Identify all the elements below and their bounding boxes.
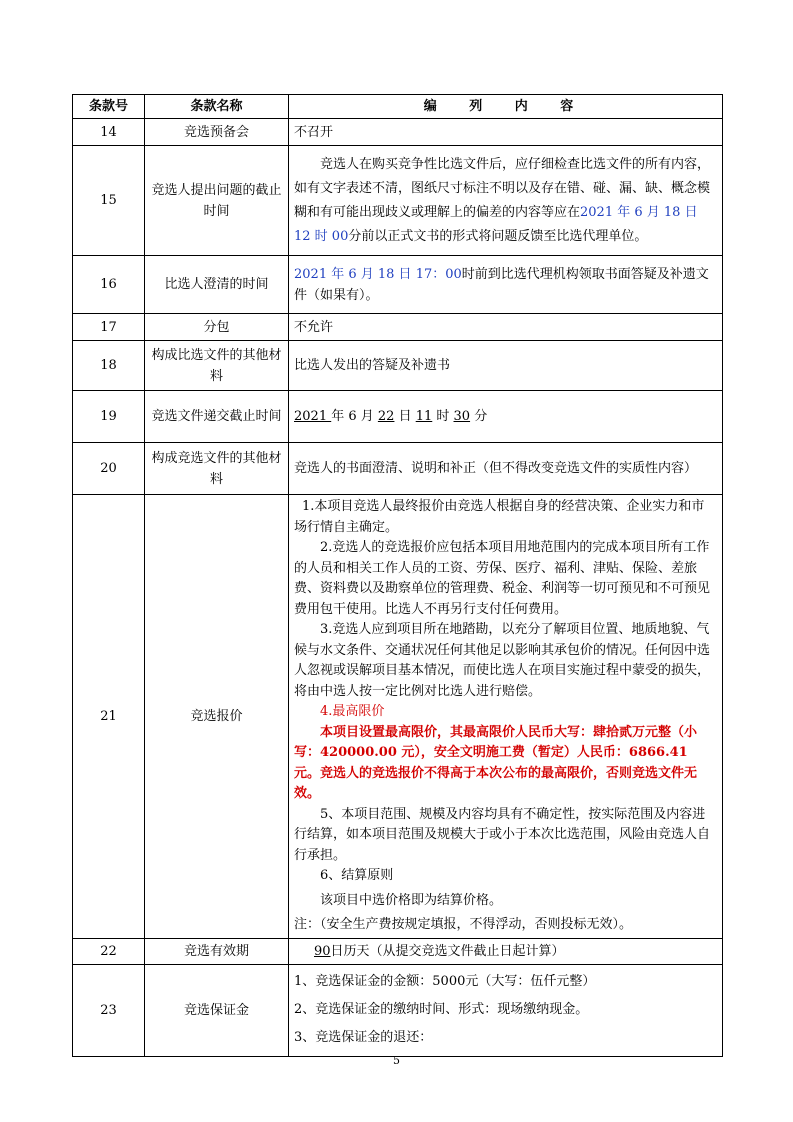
table-row xyxy=(73,146,723,256)
clause-no: 23 xyxy=(73,964,145,1056)
header-clause-name: 条款名称 xyxy=(145,95,289,119)
clause-no: 21 xyxy=(73,495,145,939)
terms-table xyxy=(72,94,723,1057)
clause-name: 竞选保证金 xyxy=(145,964,289,1056)
deadline-year: 2021 xyxy=(294,409,332,424)
deposit-line: 2、竞选保证金的缴纳时间、形式：现场缴纳现金。 xyxy=(294,1002,589,1017)
deadline-minute: 30 xyxy=(453,409,471,424)
table-row xyxy=(73,391,723,443)
deadline-text: 日 xyxy=(394,409,416,424)
clause-text: 时前到比选代理机构领取书面答疑及补遗文件（如果有）。 xyxy=(294,266,709,303)
clause-no: 19 xyxy=(73,391,145,443)
settlement-text: 该项目中选价格即为结算价格。 xyxy=(320,892,503,908)
clause-no: 18 xyxy=(73,341,145,391)
table-header xyxy=(73,95,723,119)
deadline-text: 分 xyxy=(470,409,488,424)
clause-content xyxy=(289,391,723,443)
validity-days: 90 xyxy=(314,943,331,959)
deadline-time: 2021 年 6 月 18 日 12 时 00 xyxy=(294,204,698,244)
deposit-line: 1、竞选保证金的金额：5000元（大写：伍仟元整） xyxy=(294,974,596,989)
clause-name: 构成竞选文件的其他材料 xyxy=(145,443,289,495)
price-paragraph: 3.竞选人应到项目所在地踏勘，以充分了解项目位置、地质地貌、气候与水文条件、交通状况任何其他足以影响其承包价的情况。任何因中选人忽视或误解项目基本情况，而使比选人在项目实施过程中蒙受的损失，将由中选人按一定比例对比选人进行赔偿。 xyxy=(294,622,711,699)
clarify-time: 2021 年 6 月 18 日 17：00 xyxy=(294,266,462,282)
clause-content xyxy=(289,938,723,964)
clause-content xyxy=(289,146,723,256)
clause-no: 14 xyxy=(73,119,145,146)
clause-name: 比选人澄清的时间 xyxy=(145,256,289,314)
clause-text: 分前以正式文书的形式将问题反馈至比选代理单位。 xyxy=(348,228,648,244)
clause-content: 比选人发出的答疑及补遗书 xyxy=(289,341,723,391)
clause-content: 不召开 xyxy=(289,119,723,146)
clause-no: 16 xyxy=(73,256,145,314)
clause-content: 竞选人的书面澄清、说明和补正（但不得改变竞选文件的实质性内容） xyxy=(289,443,723,495)
max-price-heading: 4.最高限价 xyxy=(320,704,385,719)
deadline-day: 22 xyxy=(377,409,395,424)
clause-name: 竞选有效期 xyxy=(145,938,289,964)
clause-content xyxy=(289,964,723,1056)
table-row xyxy=(73,443,723,495)
clause-no: 20 xyxy=(73,443,145,495)
clause-content xyxy=(289,256,723,314)
table-row xyxy=(73,938,723,964)
table-row xyxy=(73,341,723,391)
clause-name: 竞选文件递交截止时间 xyxy=(145,391,289,443)
settlement-heading: 6、结算原则 xyxy=(320,868,394,883)
header-content: 编 列 内 容 xyxy=(289,95,723,119)
clause-content: 不允许 xyxy=(289,314,723,341)
clause-no: 22 xyxy=(73,938,145,964)
clause-no: 17 xyxy=(73,314,145,341)
note-text: 注：（安全生产费按规定填报，不得浮动，否则投标无效）。 xyxy=(294,917,633,932)
clause-name: 竞选报价 xyxy=(145,495,289,939)
table-row xyxy=(73,119,723,146)
table-row xyxy=(73,495,723,939)
price-paragraph: 1.本项目竞选人最终报价由竞选人根据自身的经营决策、企业实力和市场行情自主确定。 xyxy=(294,499,705,535)
price-paragraph: 2.竞选人的竞选报价应包括本项目用地范围内的完成本项目所有工作的人员和相关工作人员的工资、劳保、医疗、福利、津贴、保险、差旅费、资料费以及勘察单位的管理费、税金、利润等一切可预见和不可预见费用包干使用。比选人不再另行支付任何费用。 xyxy=(294,540,711,617)
deadline-hour: 11 xyxy=(415,409,433,424)
deadline-text: 年 6 月 xyxy=(331,409,378,424)
table-row xyxy=(73,256,723,314)
clause-name: 构成比选文件的其他材料 xyxy=(145,341,289,391)
clause-text: 竞选人在购买竞争性比选文件后，应仔细检查比选文件的所有内容，如有文字表述不清，图纸尺寸标注不明以及存在错、碰、漏、缺、概念模糊和有可能出现歧义或理解上的偏差的内容等应在 xyxy=(294,156,711,220)
page-number: 5 xyxy=(393,1054,400,1067)
clause-name: 竞选人提出问题的截止时间 xyxy=(145,146,289,256)
deposit-line: 3、竞选保证金的退还： xyxy=(294,1030,433,1045)
clause-name: 竞选预备会 xyxy=(145,119,289,146)
clause-name: 分包 xyxy=(145,314,289,341)
validity-text: 日历天（从提交竞选文件截止日起计算） xyxy=(330,943,565,959)
header-clause-no: 条款号 xyxy=(73,95,145,119)
table-row xyxy=(73,964,723,1056)
deadline-text: 时 xyxy=(432,409,454,424)
price-paragraph: 5、本项目范围、规模及内容均具有不确定性，按实际范围及内容进行结算，如本项目范围及规模大于或小于本次比选范围，风险由竞选人自行承担。 xyxy=(294,806,711,863)
clause-no: 15 xyxy=(73,146,145,256)
max-price-text: 本项目设置最高限价，其最高限价人民币大写：肆拾贰万元整（小写：420000.00 元），安全文明施工费（暂定）人民币：6866.41 元。竞选人的竞选报价不得高于本次公布的最高限价，否则竞选文件无效。 xyxy=(294,724,698,801)
clause-content xyxy=(289,495,723,939)
table-row xyxy=(73,314,723,341)
